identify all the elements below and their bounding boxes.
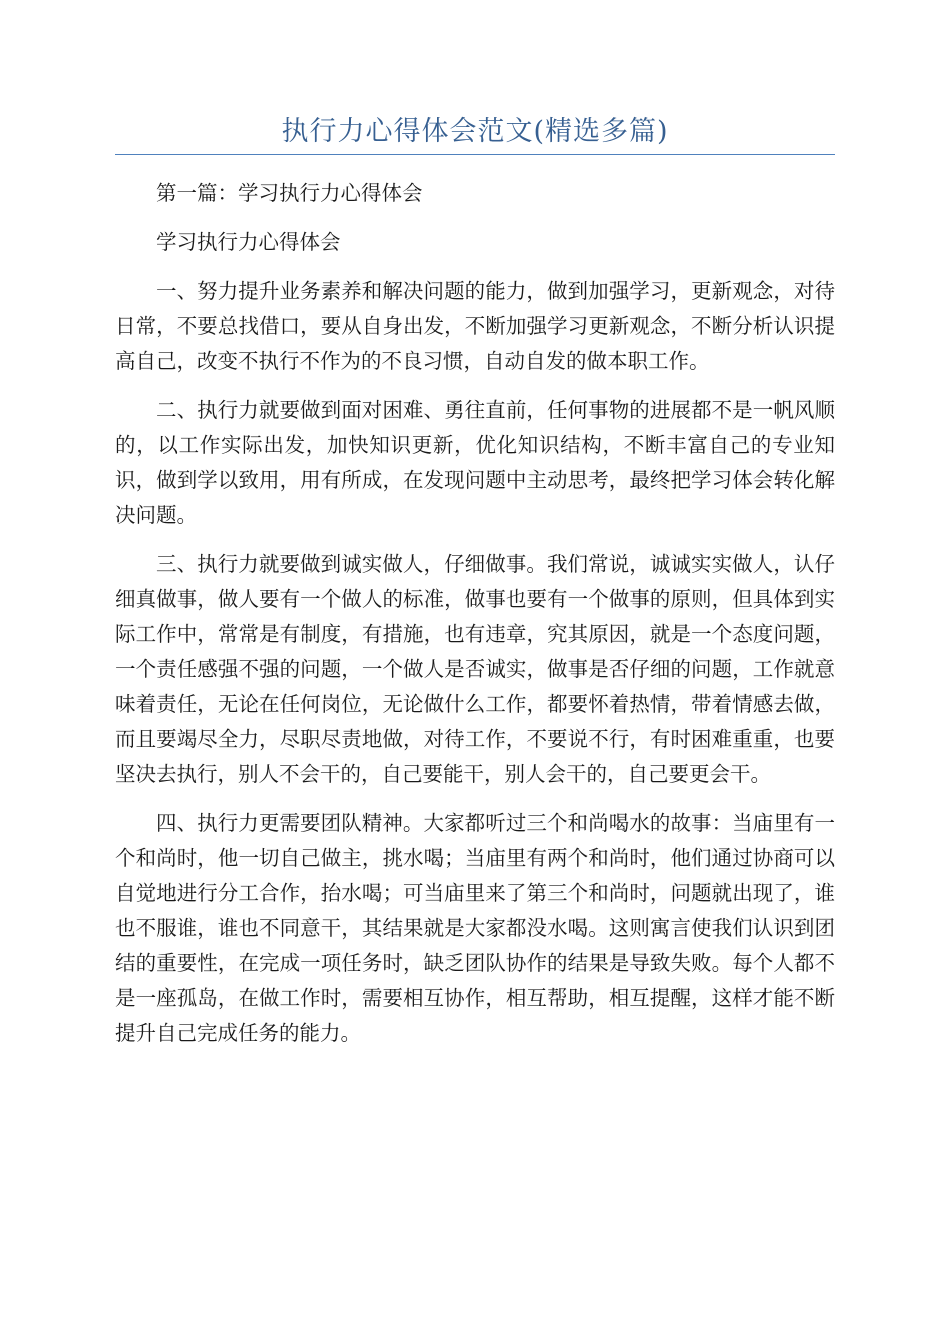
paragraph-3: 三、执行力就要做到诚实做人，仔细做事。我们常说，诚诚实实做人，认仔细真做事，做人要有一个做人的标准，做事也要有一个做事的原则，但具体到实际工作中，常常是有制度，有措施，也有违章，究其原因，就是一个态度问题，一个责任感强不强的问题，一个做人是否诚实，做事是否仔细的问题，工作就意味着责任，无论在任何岗位，无论做什么工作，都要怀着热情，带着情感去做，而且要竭尽全力，尽职尽责地做，对待工作，不要说不行，有时困难重重，也要坚决去执行，别人不会干的，自己要能干，别人会干的，自己要更会干。 xyxy=(115,552,835,786)
paragraph-4: 四、执行力更需要团队精神。大家都听过三个和尚喝水的故事：当庙里有一个和尚时，他一切自己做主，挑水喝；当庙里有两个和尚时，他们通过协商可以自觉地进行分工合作，抬水喝；可当庙里来了第三个和尚时，问题就出现了，谁也不服谁，谁也不同意干，其结果就是大家都没水喝。这则寓言使我们认识到团结的重要性，在完成一项任务时，缺乏团队协作的结果是导致失败。每个人都不是一座孤岛，在做工作时，需要相互协作，相互帮助，相互提醒，这样才能不断提升自己完成任务的能力。 xyxy=(115,811,835,1045)
subheading: 学习执行力心得体会 xyxy=(156,230,341,254)
paragraph-1: 一、努力提升业务素养和解决问题的能力，做到加强学习，更新观念，对待日常，不要总找借口，要从自身出发，不断加强学习更新观念，不断分析认识提高自己，改变不执行不作为的不良习惯，自动自发的做本职工作。 xyxy=(115,279,835,373)
document-title: 执行力心得体会范文(精选多篇) xyxy=(281,116,669,147)
document-body xyxy=(115,176,835,1051)
section-heading: 第一篇：学习执行力心得体会 xyxy=(156,181,423,205)
title-underline xyxy=(115,154,835,155)
paragraph-2: 二、执行力就要做到面对困难、勇往直前，任何事物的进展都不是一帆风顺的，以工作实际出发，加快知识更新，优化知识结构，不断丰富自己的专业知识，做到学以致用，用有所成，在发现问题中主动思考，最终把学习体会转化解决问题。 xyxy=(115,398,835,527)
